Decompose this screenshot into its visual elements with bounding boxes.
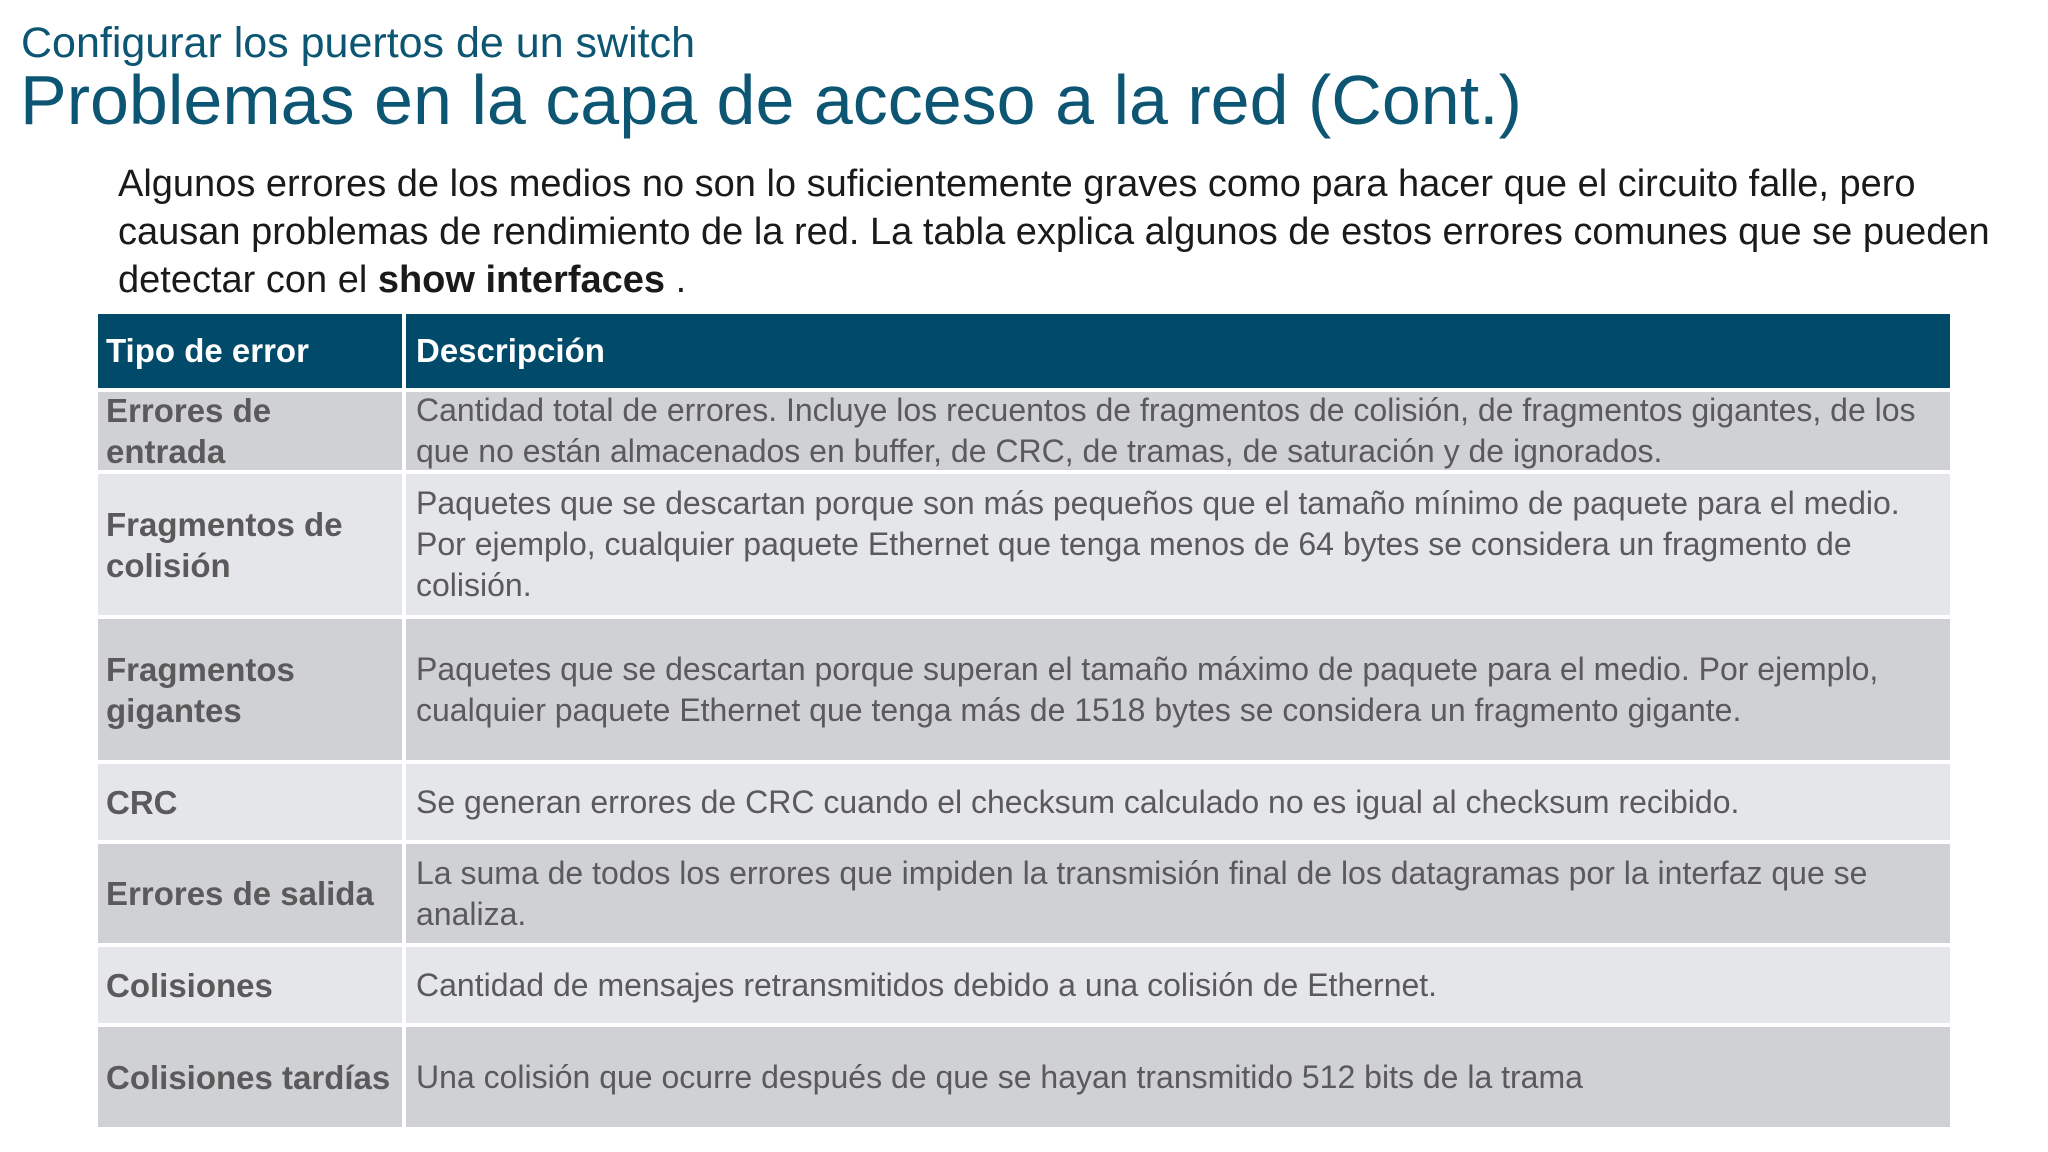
row-description: Una colisión que ocurre después de que se hayan transmitido 512 bits de la trama (406, 1027, 1950, 1131)
row-error-type: Colisiones tardías (98, 1027, 406, 1131)
row-error-type: Fragmentos gigantes (98, 619, 406, 764)
table-row (98, 392, 1950, 474)
row-description: Se generan errores de CRC cuando el checksum calculado no es igual al checksum recibido. (406, 764, 1950, 844)
row-description: Paquetes que se descartan porque son más pequeños que el tamaño mínimo de paquete para el medio. Por ejemplo, cualquier paquete Ethernet que tenga menos de 64 bytes se considera un fragmento de colisión. (406, 474, 1950, 619)
row-error-type: Fragmentos de colisión (98, 474, 406, 619)
table-row (98, 844, 1950, 947)
table-header-row (98, 314, 1950, 392)
row-error-type: Errores de entrada (98, 392, 406, 474)
row-description: Cantidad de mensajes retransmitidos debido a una colisión de Ethernet. (406, 947, 1950, 1027)
errors-table (98, 314, 1950, 1131)
row-description: Cantidad total de errores. Incluye los recuentos de fragmentos de colisión, de fragmentos gigantes, de los que no están almacenados en buffer, de CRC, de tramas, de saturación y de ignorados. (406, 392, 1950, 474)
table-row (98, 619, 1950, 764)
section-subtitle: Configurar los puertos de un switch (21, 19, 696, 67)
header-description: Descripción (406, 314, 1950, 392)
intro-paragraph (118, 160, 1998, 304)
intro-text: Algunos errores de los medios no son lo suficientemente graves como para hacer que el circuito falle, pero causan problemas de rendimiento de la red. La tabla explica algunos de estos errores comunes que se pueden detectar con el (118, 163, 1990, 301)
header-error-type: Tipo de error (98, 314, 406, 392)
table-row (98, 764, 1950, 844)
row-description: La suma de todos los errores que impiden la transmisión final de los datagramas por la interfaz que se analiza. (406, 844, 1950, 947)
row-error-type: Colisiones (98, 947, 406, 1027)
row-description: Paquetes que se descartan porque superan el tamaño máximo de paquete para el medio. Por ejemplo, cualquier paquete Ethernet que tenga más de 1518 bytes se considera un fragmento gigante. (406, 619, 1950, 764)
table-row (98, 947, 1950, 1027)
row-error-type: CRC (98, 764, 406, 844)
slide-title: Problemas en la capa de acceso a la red (Cont.) (20, 61, 1522, 139)
intro-command: show interfaces (377, 259, 666, 301)
table-row (98, 1027, 1950, 1131)
row-error-type: Errores de salida (98, 844, 406, 947)
intro-end: . (665, 259, 687, 301)
table-row (98, 474, 1950, 619)
